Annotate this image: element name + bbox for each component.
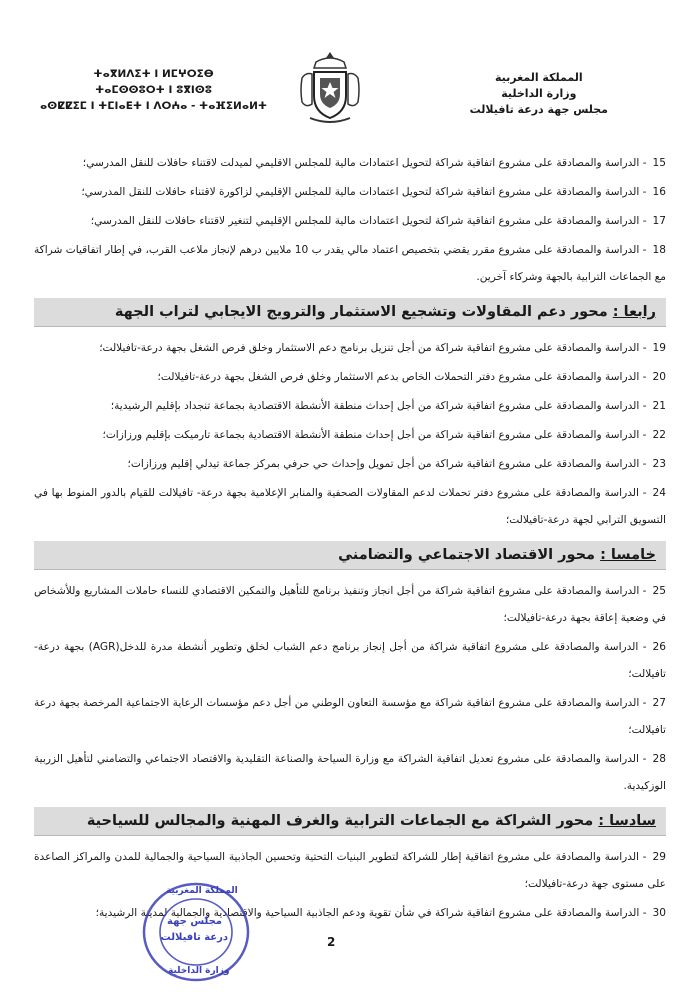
- agenda-item-23: 23- الدراسة والمصادقة على مشروع اتفاقية شراكة من أجل تمويل وإحداث حي حرفي بمركز جماعة تيدلي إقليم ورزازات؛: [127, 458, 666, 470]
- agenda-item-21: 21- الدراسة والمصادقة على مشروع اتفاقية شراكة من أجل إحداث منطقة الأنشطة الاقتصادية بجماعة تنجداد بإقليم الرشيدية؛: [110, 400, 666, 412]
- tifinagh-line-council: ⴰⵙⵇⵇⵉⵎ ⵏ ⵜⵎⵏⴰⴹⵜ ⵏ ⴷⵔⵄⴰ - ⵜⴰⴼⵉⵍⴰⵍⵜ: [40, 100, 268, 112]
- stamp-center-line-2: درعة تافيلالت: [160, 932, 228, 943]
- agenda-item-18: 18- الدراسة والمصادقة على مشروع مقرر يقضي بتخصيص اعتماد مالي يقدر ب 10 ملايين درهم لإنجاز ملاعب القرب، في إطار اتفاقيات شراكة مع الجماعات الترابية بالجهة وشركاء آخرين.: [34, 244, 666, 283]
- agenda-item-29: 29- الدراسة والمصادقة على مشروع اتفاقية إطار للشراكة لتطوير البنيات التحتية وتحسين الجاذبية السياحية والجمالية للمدن والمراكز الصاعدة على مستوى جهة درعة-تافيلالت؛: [34, 851, 666, 890]
- official-stamp: [140, 880, 252, 984]
- section-heading-5: خامسا : محور الاقتصاد الاجتماعي والتضامني: [34, 541, 666, 570]
- arabic-letterhead: [470, 70, 608, 118]
- agenda-item-24: 24- الدراسة والمصادقة على مشروع دفتر تحملات لدعم المقاولات الصحفية والمنابر الإعلامية بجهة درعة- تافيلالت للقيام بالدور المنوط بها في التسويق الترابي لجهة درعة-تافيلالت؛: [34, 487, 666, 526]
- agenda-item-26: 26- الدراسة والمصادقة على مشروع اتفاقية شراكة من أجل إنجاز برنامج دعم الشباب لخلق وتطوير أنشطة مدرة للدخل(AGR) بجهة درعة-تافيلالت؛: [34, 641, 667, 680]
- stamp-ring-text: المملكة المغربية: [166, 886, 238, 896]
- letterhead-council: مجلس جهة درعة تافيلالت: [469, 103, 608, 116]
- agenda-item-27: 27- الدراسة والمصادقة على مشروع اتفاقية شراكة مع مؤسسة التعاون الوطني من أجل دعم مؤسسات الرعاية الاجتماعية المرخصة بجهة درعة تافيلالت؛: [34, 697, 666, 736]
- stamp-center-line-1: مجلس جهة: [167, 916, 222, 927]
- tifinagh-line-kingdom: ⵜⴰⴳⵍⴷⵉⵜ ⵏ ⵍⵎⵖⵔⵉⴱ: [93, 68, 214, 80]
- section-heading-6: سادسا : محور الشراكة مع الجماعات الترابية والغرف المهنية والمجالس للسياحية: [34, 807, 666, 836]
- page-number: 2: [327, 935, 336, 949]
- agenda-body: [34, 150, 666, 929]
- agenda-item-30: 30- الدراسة والمصادقة على مشروع اتفاقية شراكة في شأن تقوية ودعم الجاذبية السياحية والاقتصادية والجمالية لمدينة الرشيدية؛: [95, 907, 666, 919]
- agenda-item-15: 15- الدراسة والمصادقة على مشروع اتفاقية شراكة لتحويل اعتمادات مالية للمجلس الاقليمي لميدلت لاقتناء حافلات للنقل المدرسي؛: [82, 157, 666, 169]
- agenda-item-16: 16- الدراسة والمصادقة على مشروع اتفاقية شراكة لتحويل اعتمادات مالية للمجلس الإقليمي لزاكورة لاقتناء حافلات للنقل المدرسي؛: [81, 186, 666, 198]
- tifinagh-letterhead: [40, 66, 267, 114]
- agenda-item-17: 17- الدراسة والمصادقة على مشروع اتفاقية شراكة لتحويل اعتمادات مالية للمجلس الإقليمي لتنغير لاقتناء حافلات للنقل المدرسي؛: [90, 215, 666, 227]
- moroccan-coat-of-arms-icon: [296, 48, 364, 128]
- agenda-item-20: 20- الدراسة والمصادقة على مشروع دفتر التحملات الخاص بدعم الاستثمار وخلق فرص الشغل بجهة درعة-تافيلالت؛: [157, 371, 666, 383]
- agenda-item-25: 25- الدراسة والمصادقة على مشروع اتفاقية شراكة من أجل انجاز وتنفيذ برنامج للتأهيل والتمكين الاقتصادي للنساء حاملات المشاريع وللأشخاص في وضعية إعاقة بجهة درعة-تافيلالت؛: [34, 585, 666, 624]
- tifinagh-line-ministry: ⵜⴰⵎⵙⵙⵓⵔⵜ ⵏ ⵓⴳⵏⵙⵓ: [95, 84, 212, 96]
- section-heading-4: رابعا : محور دعم المقاولات وتشجيع الاستثمار والترويج الايجابي لتراب الجهة: [34, 298, 666, 327]
- stamp-bottom-text: وزارة الداخلية: [168, 966, 230, 976]
- agenda-item-19: 19- الدراسة والمصادقة على مشروع اتفاقية شراكة من أجل تنزيل برنامج دعم الاستثمار وخلق فرص الشغل بجهة درعة-تافيلالت؛: [99, 342, 666, 354]
- agenda-item-22: 22- الدراسة والمصادقة على مشروع اتفاقية شراكة من أجل إحداث منطقة الأنشطة الاقتصادية بجماعة تارميكت بإقليم ورزازات؛: [102, 429, 666, 441]
- letterhead-kingdom: المملكة المغربية: [494, 71, 583, 84]
- agenda-item-28: 28- الدراسة والمصادقة على مشروع تعديل اتفاقية الشراكة مع وزارة السياحة والصناعة التقليدية والاقتصاد الاجتماعي والتضامني لتأهيل الزربية الوزكيدية.: [34, 753, 666, 792]
- letterhead-ministry: وزارة الداخلية: [501, 87, 577, 100]
